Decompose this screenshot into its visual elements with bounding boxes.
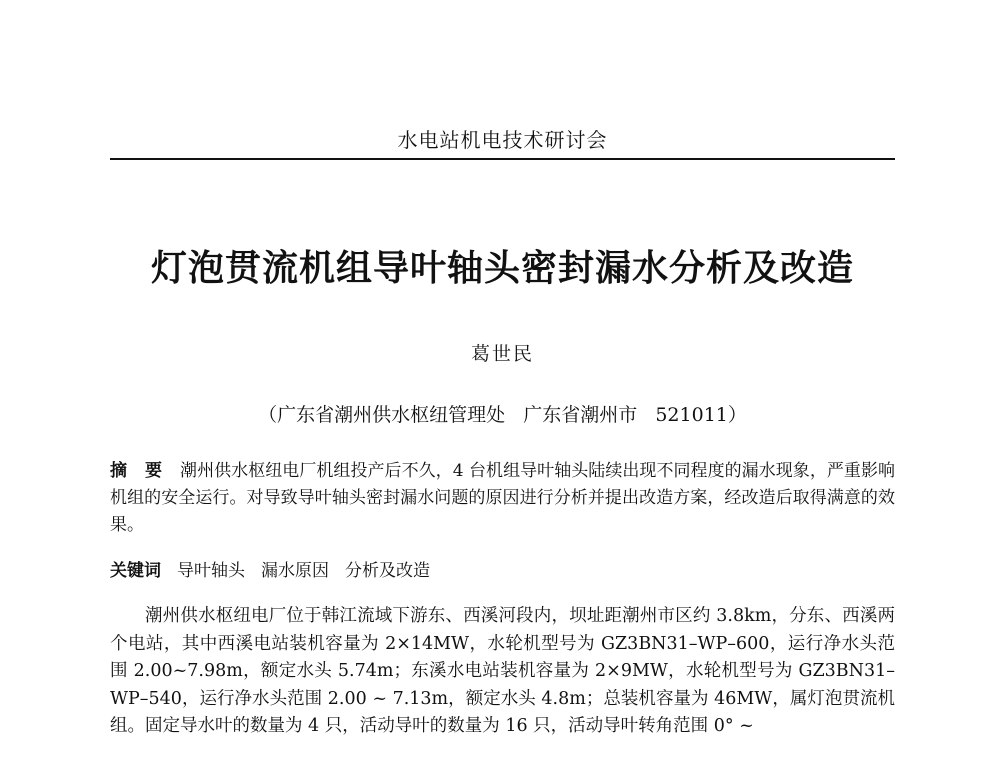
- header-rule: [110, 158, 895, 160]
- keywords: [110, 556, 895, 581]
- running-header: 水电站机电技术研讨会: [397, 128, 608, 152]
- keyword-item: 分析及改造: [345, 561, 430, 581]
- author-name: 葛世民: [470, 343, 534, 365]
- keyword-item: 导叶轴头: [177, 561, 245, 581]
- abstract-label: 摘 要: [110, 461, 169, 481]
- keyword-item: 漏水原因: [261, 561, 329, 581]
- keywords-label: 关键词: [110, 561, 161, 581]
- author-affiliation: （广东省潮州供水枢纽管理处 广东省潮州市 521011）: [258, 404, 747, 426]
- abstract: [110, 458, 895, 539]
- paper-title: 灯泡贯流机组导叶轴头密封漏水分析及改造: [150, 248, 854, 289]
- abstract-text: 潮州供水枢纽电厂机组投产后不久，4 台机组导叶轴头陆续出现不同程度的漏水现象，严重影响机组的安全运行。对导致导叶轴头密封漏水问题的原因进行分析并提出改造方案，经改造后取得满意的效果。: [110, 461, 895, 535]
- body-paragraph: 潮州供水枢纽电厂位于韩江流域下游东、西溪河段内，坝址距潮州市区约 3.8km，分东、西溪两个电站，其中西溪电站装机容量为 2×14MW，水轮机型号为 GZ3BN31–WP–600，运行净水头范围 2.00~7.98m，额定水头 5.74m；东溪水电站装机容量为 2×9MW，水轮机型号为 GZ3BN31–WP–540，运行净水头范围 2.00 ~ 7.13m，额定水头 4.8m；总装机容量为 46MW，属灯泡贯流机组。固定导水叶的数量为 4 只，活动导叶的数量为 16 只，活动导叶转角范围 0° ~: [110, 606, 895, 737]
